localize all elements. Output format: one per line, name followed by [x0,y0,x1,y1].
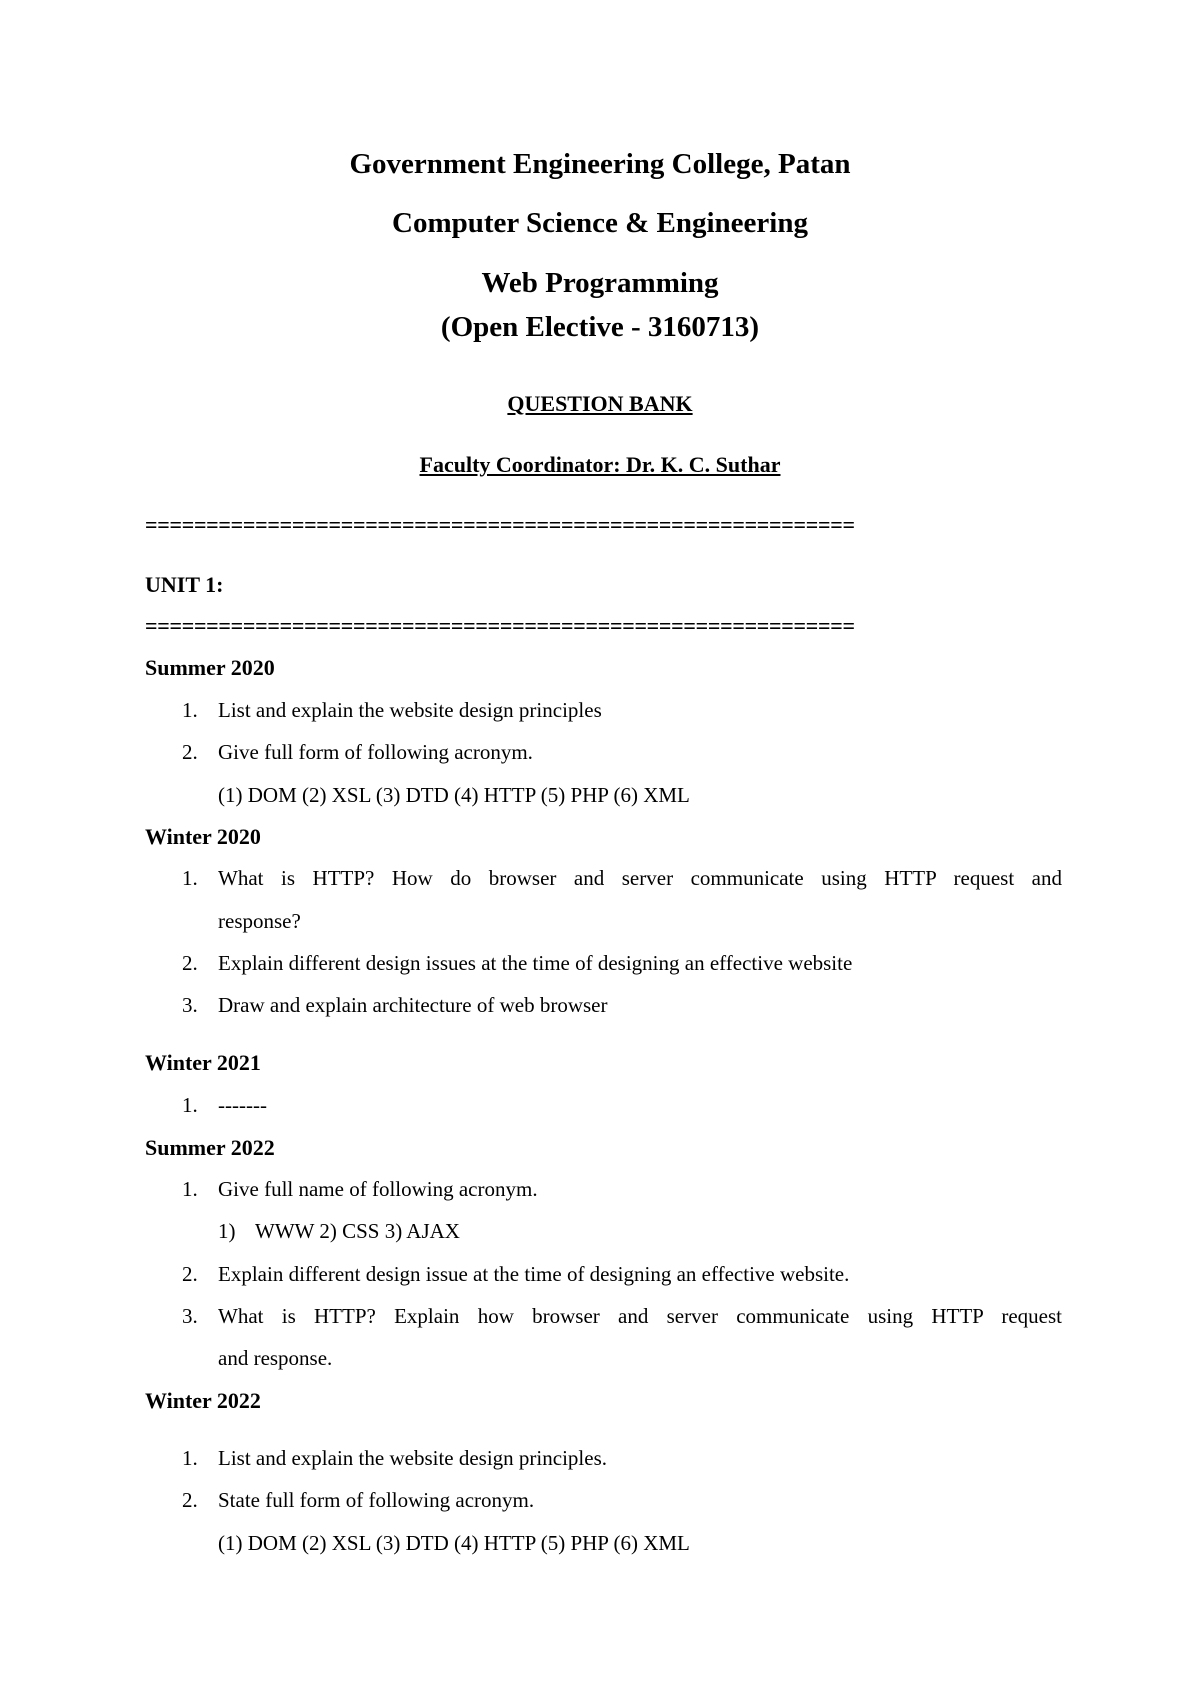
session-winter-2020: Winter 2020 [145,824,261,849]
question-number: 3. [182,993,198,1017]
faculty-coordinator: Faculty Coordinator: Dr. K. C. Suthar [419,452,781,477]
question-text: Draw and explain architecture of web browser [218,993,608,1017]
question-number: 3. [182,1304,198,1328]
question-subtext: (1) DOM (2) XSL (3) DTD (4) HTTP (5) PHP (6) XML [218,1531,690,1555]
session-winter-2022: Winter 2022 [145,1388,261,1413]
sub-item-number: 1) [218,1219,236,1243]
unit-heading: UNIT 1: [145,572,224,597]
question-bank-heading: QUESTION BANK [507,391,693,416]
question-text-continued: response? [218,909,301,933]
session-summer-2020: Summer 2020 [145,655,275,680]
question-text: List and explain the website design principles. [218,1446,607,1470]
question-number: 2. [182,1488,198,1512]
question-number: 1. [182,698,198,722]
question-number: 1. [182,1177,198,1201]
question-number: 2. [182,951,198,975]
question-text: List and explain the website design principles [218,698,602,722]
department-name: Computer Science & Engineering [392,207,808,239]
question-text: Explain different design issues at the time of designing an effective website [218,951,853,975]
question-text: State full form of following acronym. [218,1488,535,1512]
question-subtext: WWW 2) CSS 3) AJAX [255,1219,460,1243]
question-text: What is HTTP? Explain how browser and server communicate using HTTP request [218,1304,1062,1328]
question-number: 2. [182,1262,198,1286]
separator-unit: ========================================================== [145,613,855,638]
question-text: Explain different design issue at the time of designing an effective website. [218,1262,850,1286]
question-text-continued: and response. [218,1346,333,1370]
separator-top: ========================================================== [145,512,855,537]
subject-title: Web Programming [481,267,719,299]
subject-code: (Open Elective - 3160713) [440,311,760,343]
question-number: 1. [182,1093,198,1117]
question-subtext: (1) DOM (2) XSL (3) DTD (4) HTTP (5) PHP (6) XML [218,783,690,807]
session-winter-2021: Winter 2021 [145,1050,261,1075]
question-text: ------- [218,1093,267,1117]
college-name: Government Engineering College, Patan [349,148,851,180]
question-number: 1. [182,866,198,890]
question-number: 2. [182,740,198,764]
question-text: Give full name of following acronym. [218,1177,538,1201]
question-text: Give full form of following acronym. [218,740,533,764]
question-number: 1. [182,1446,198,1470]
question-text: What is HTTP? How do browser and server communicate using HTTP request and [218,866,1062,890]
session-summer-2022: Summer 2022 [145,1135,275,1160]
